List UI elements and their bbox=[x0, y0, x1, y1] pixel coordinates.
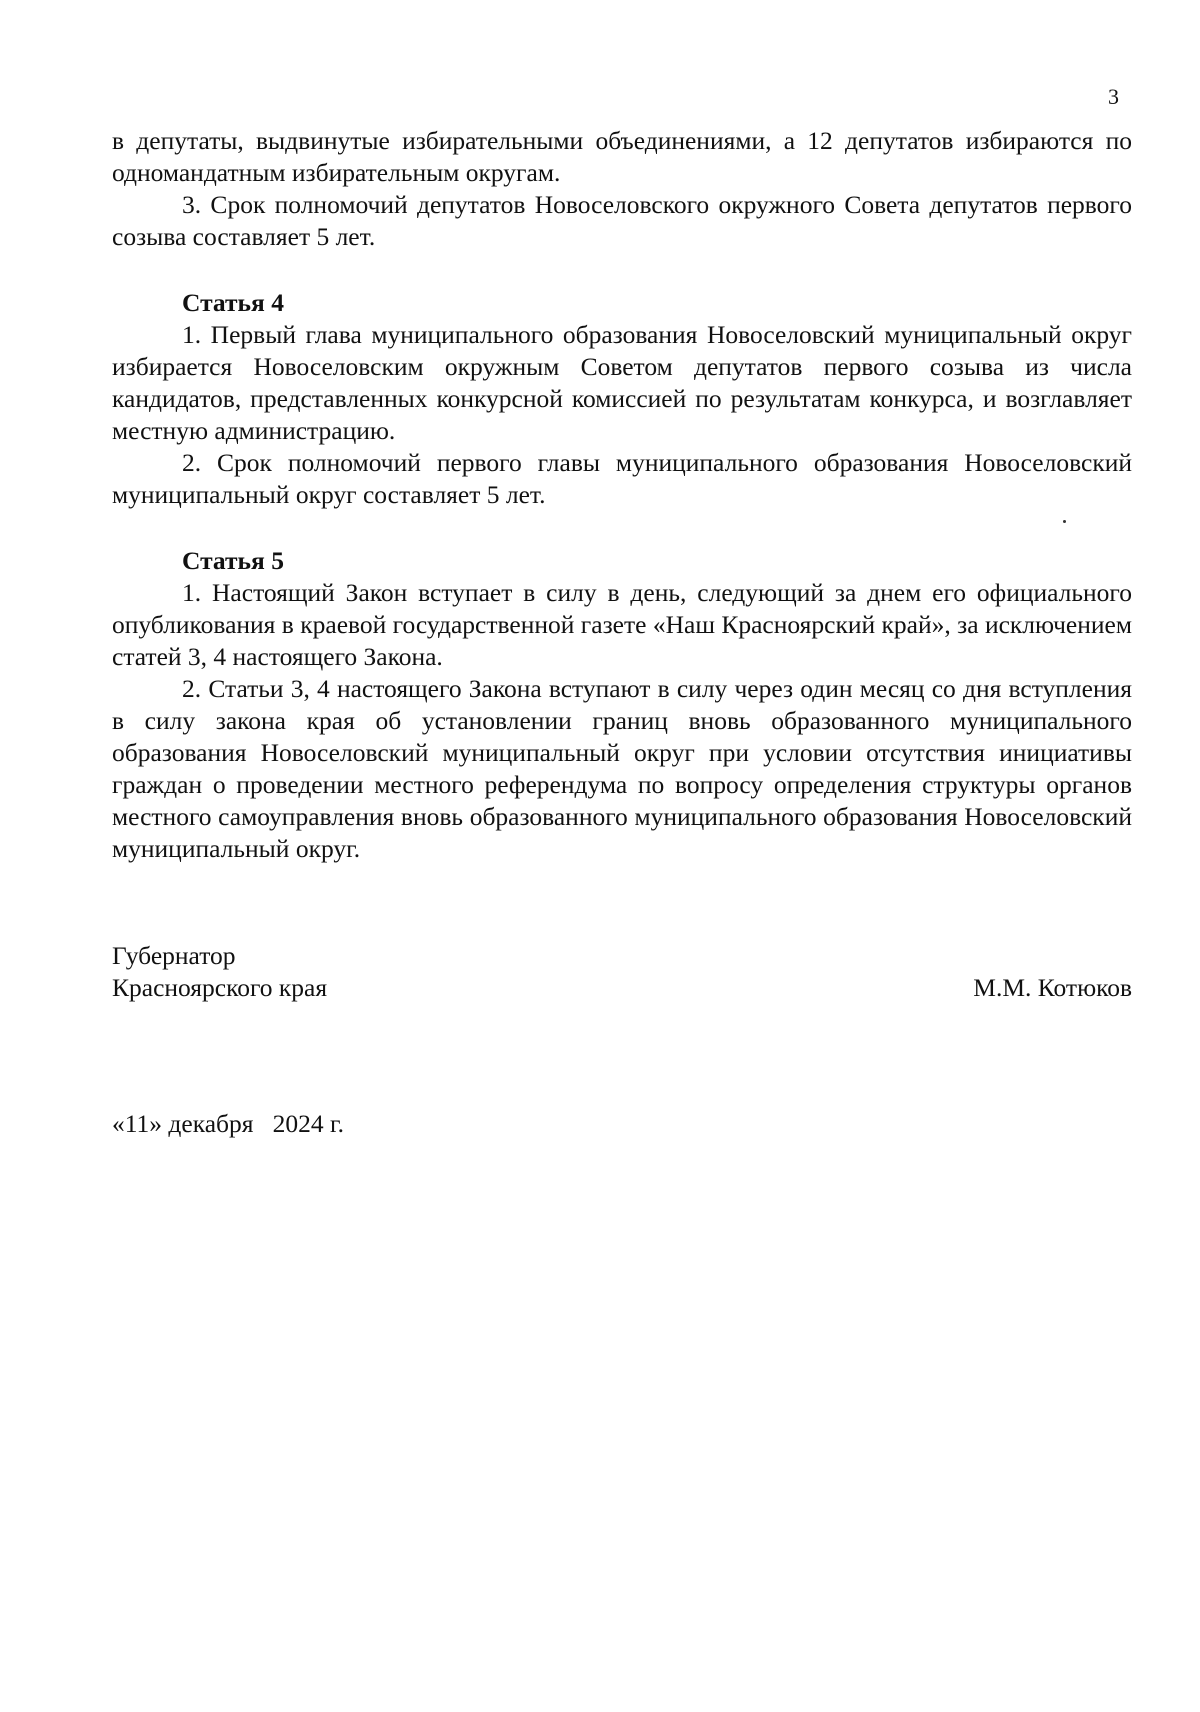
article-5-paragraph-2: 2. Статьи 3, 4 настоящего Закона вступают в силу через один месяц со дня вступления в силу закона края об установлении границ вновь образованного муниципального образования Новоселовский муниципальный округ при условии отсутствия инициативы граждан о проведении местного референдума по вопросу определения структуры органов местного самоуправления вновь образованного муниципального образования Новоселовский муниципальный округ. bbox=[112, 674, 1132, 863]
signature-title-line-1: Губернатор bbox=[112, 941, 236, 970]
article-4-heading: Статья 4 bbox=[182, 288, 284, 317]
document-body bbox=[112, 125, 1132, 865]
signatory-name: М.М. Котюков bbox=[973, 973, 1132, 1002]
article-5-paragraph-1: 1. Настоящий Закон вступает в силу в день, следующий за днем его официального опубликования в краевой государственной газете «Наш Красноярский край», за исключением статей 3, 4 настоящего Закона. bbox=[112, 578, 1132, 671]
article-5-heading: Статья 5 bbox=[182, 546, 284, 575]
signature-title-line-2: Красноярского края bbox=[112, 973, 328, 1002]
page-number: 3 bbox=[1108, 84, 1119, 109]
paragraph-term-deputies: 3. Срок полномочий депутатов Новоселовского окружного Совета депутатов первого созыва составляет 5 лет. bbox=[112, 190, 1132, 251]
signature-block bbox=[112, 940, 1132, 1004]
article-4-paragraph-1: 1. Первый глава муниципального образования Новоселовский муниципальный округ избирается Новоселовским окружным Советом депутатов первого созыва из числа кандидатов, представленных конкурсной комиссией по результатам конкурса, и возглавляет местную администрацию. bbox=[112, 320, 1132, 445]
paragraph-continuation: в депутаты, выдвинутые избирательными объединениями, а 12 депутатов избираются по одномандатным избирательным округам. bbox=[112, 126, 1132, 187]
scan-speck bbox=[1063, 520, 1066, 523]
article-4-paragraph-2: 2. Срок полномочий первого главы муниципального образования Новоселовский муниципальный округ составляет 5 лет. bbox=[112, 448, 1132, 509]
document-date: «11» декабря 2024 г. bbox=[112, 1109, 344, 1138]
